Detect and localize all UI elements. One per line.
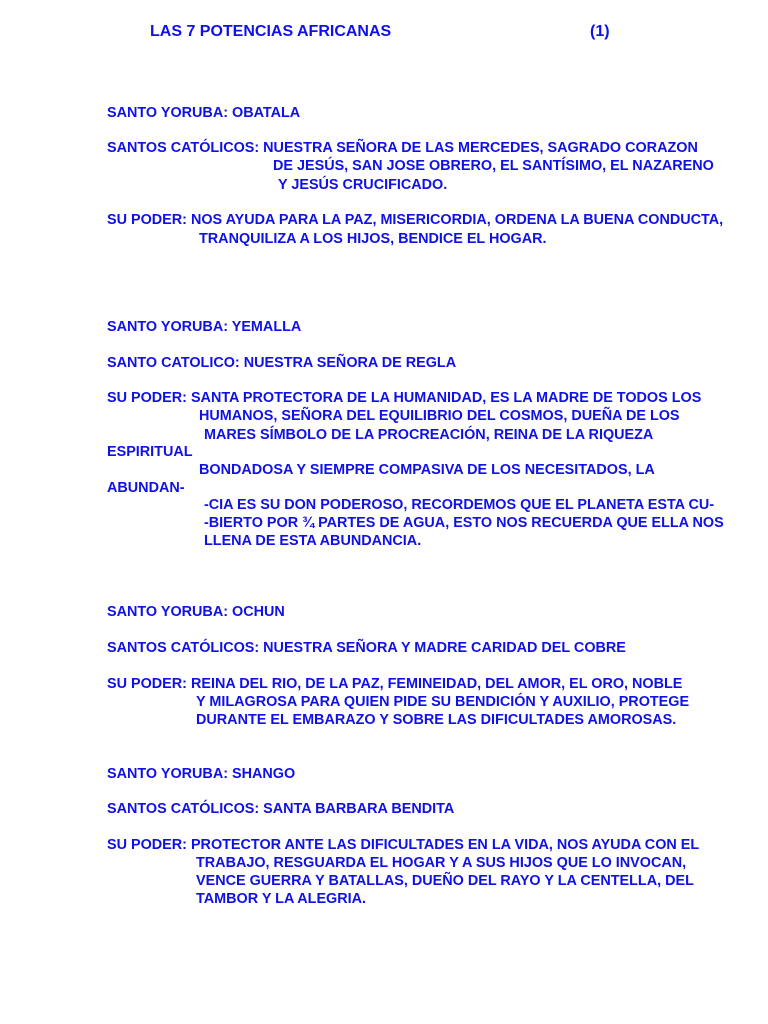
section-obatala-poder-line: TRANQUILIZA A LOS HIJOS, BENDICE EL HOGAR.: [199, 231, 547, 247]
section-ochun-poder-line: DURANTE EL EMBARAZO Y SOBRE LAS DIFICULTADES AMOROSAS.: [196, 712, 677, 728]
section-shango-poder-line: TAMBOR Y LA ALEGRIA.: [196, 891, 367, 907]
section-ochun-poder-line: SU PODER: REINA DEL RIO, DE LA PAZ, FEMINEIDAD, DEL AMOR, EL ORO, NOBLE: [107, 676, 683, 692]
section-ochun-poder-line: Y MILAGROSA PARA QUIEN PIDE SU BENDICIÓN Y AUXILIO, PROTEGE: [196, 694, 690, 710]
section-yemalla-catolico: SANTO CATOLICO: NUESTRA SEÑORA DE REGLA: [107, 355, 457, 371]
section-shango-poder-line: VENCE GUERRA Y BATALLAS, DUEÑO DEL RAYO Y LA CENTELLA, DEL: [196, 873, 694, 889]
section-obatala-catolicos-line: DE JESÚS, SAN JOSE OBRERO, EL SANTÍSIMO, EL NAZARENO: [273, 158, 714, 174]
section-yemalla-poder-line: -BIERTO POR ¾ PARTES DE AGUA, ESTO NOS RECUERDA QUE ELLA NOS: [204, 515, 724, 531]
section-yemalla-poder-line: SU PODER: SANTA PROTECTORA DE LA HUMANIDAD, ES LA MADRE DE TODOS LOS: [107, 390, 702, 406]
section-shango-catolicos: SANTOS CATÓLICOS: SANTA BARBARA BENDITA: [107, 801, 455, 817]
section-shango-yoruba: SANTO YORUBA: SHANGO: [107, 766, 296, 782]
section-yemalla-poder-line: BONDADOSA Y SIEMPRE COMPASIVA DE LOS NECESITADOS, LA: [199, 462, 655, 478]
section-obatala-catolicos-line: SANTOS CATÓLICOS: NUESTRA SEÑORA DE LAS MERCEDES, SAGRADO CORAZON: [107, 140, 698, 156]
section-obatala-catolicos-line: Y JESÚS CRUCIFICADO.: [278, 177, 448, 193]
section-shango-poder-line: TRABAJO, RESGUARDA EL HOGAR Y A SUS HIJOS QUE LO INVOCAN,: [196, 855, 687, 871]
section-obatala-poder-line: SU PODER: NOS AYUDA PARA LA PAZ, MISERICORDIA, ORDENA LA BUENA CONDUCTA,: [107, 212, 724, 228]
section-yemalla-poder-line: LLENA DE ESTA ABUNDANCIA.: [204, 533, 422, 549]
section-yemalla-poder-line: ABUNDAN-: [107, 480, 185, 496]
section-ochun-catolicos: SANTOS CATÓLICOS: NUESTRA SEÑORA Y MADRE CARIDAD DEL COBRE: [107, 640, 626, 656]
section-obatala-yoruba: SANTO YORUBA: OBATALA: [107, 105, 301, 121]
section-yemalla-yoruba: SANTO YORUBA: YEMALLA: [107, 319, 302, 335]
section-yemalla-poder-line: ESPIRITUAL: [107, 444, 193, 460]
page-title: LAS 7 POTENCIAS AFRICANAS: [150, 23, 392, 40]
section-yemalla-poder-line: -CIA ES SU DON PODEROSO, RECORDEMOS QUE EL PLANETA ESTA CU-: [204, 497, 715, 513]
page-number: (1): [590, 23, 610, 40]
section-yemalla-poder-line: MARES SÍMBOLO DE LA PROCREACIÓN, REINA DE LA RIQUEZA: [204, 427, 654, 443]
section-ochun-yoruba: SANTO YORUBA: OCHUN: [107, 604, 285, 620]
section-yemalla-poder-line: HUMANOS, SEÑORA DEL EQUILIBRIO DEL COSMOS, DUEÑA DE LOS: [199, 408, 680, 424]
section-shango-poder-line: SU PODER: PROTECTOR ANTE LAS DIFICULTADES EN LA VIDA, NOS AYUDA CON EL: [107, 837, 700, 853]
